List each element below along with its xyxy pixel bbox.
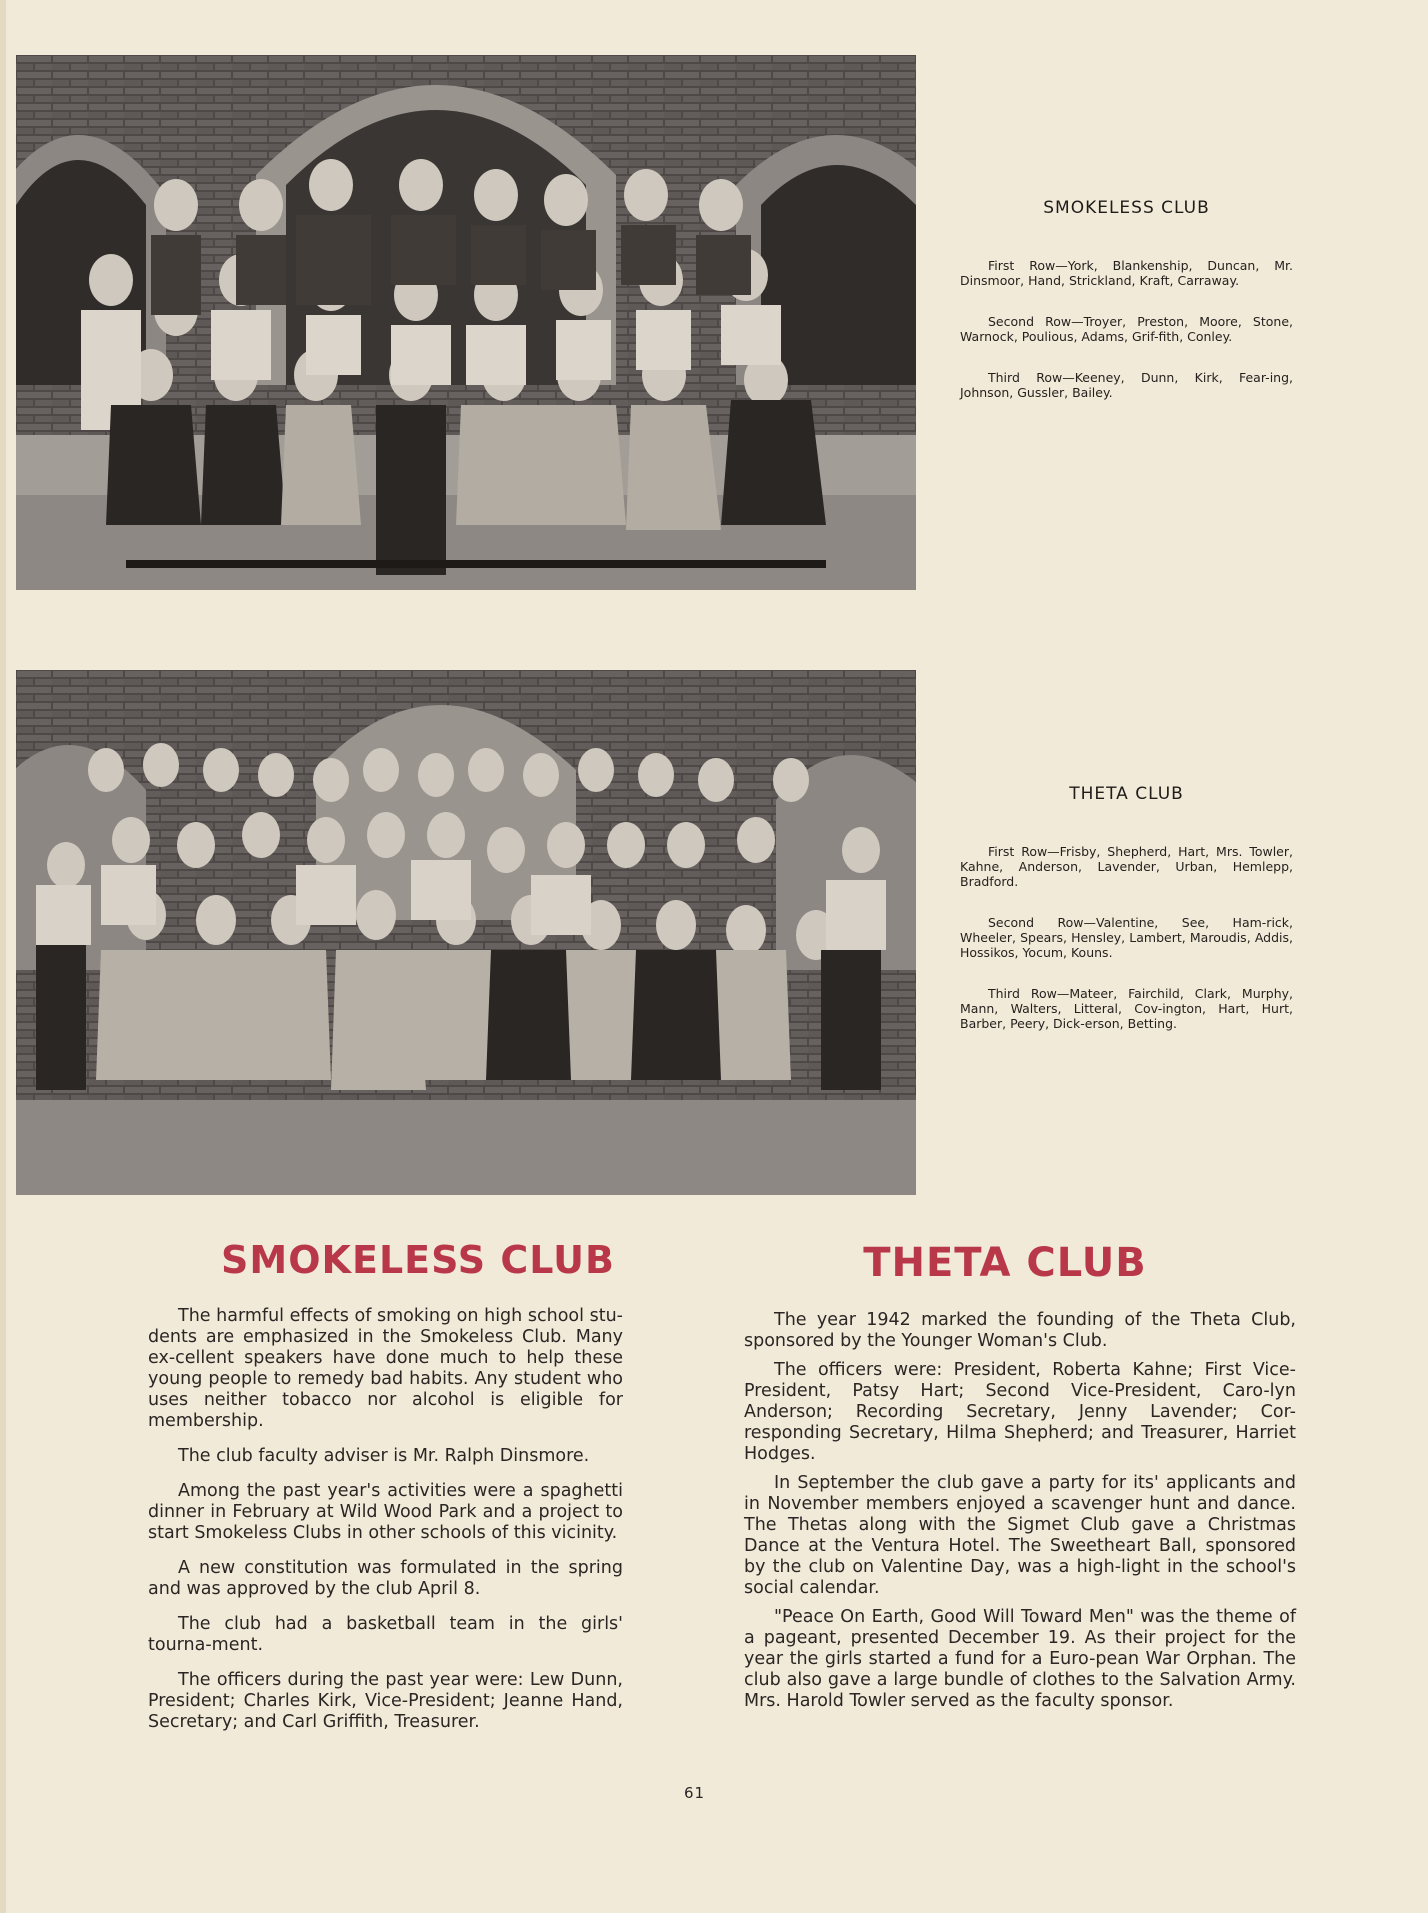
caption-third-row: Third Row—Mateer, Fairchild, Clark, Murphy, Mann, Walters, Litteral, Cov-ington, Hart, Hurt, Barber, Peery, Dick-erson, Betting. (960, 986, 1293, 1031)
smokeless-article (148, 1238, 623, 1747)
theta-article (744, 1240, 1296, 1720)
smokeless-club-photo (16, 55, 916, 590)
caption-second-row: Second Row—Troyer, Preston, Moore, Stone, Warnock, Poulious, Adams, Grif-fith, Conley. (960, 314, 1293, 344)
page-number: 61 (684, 1784, 706, 1802)
caption-first-row: First Row—Frisby, Shepherd, Hart, Mrs. Towler, Kahne, Anderson, Lavender, Urban, Hemlepp, Bradford. (960, 844, 1293, 889)
caption-third-row: Third Row—Keeney, Dunn, Kirk, Fear-ing, Johnson, Gussler, Bailey. (960, 370, 1293, 400)
article-paragraph: The officers were: President, Roberta Kahne; First Vice-President, Patsy Hart; Second Vice-President, Caro-lyn Anderson; Recording Secretary, Jenny Lavender; Cor-responding Secretary, Hilma Shepherd; and Treasurer, Harriet Hodges. (744, 1360, 1296, 1464)
caption-title: THETA CLUB (1069, 784, 1184, 804)
article-paragraph: The officers during the past year were: Lew Dunn, President; Charles Kirk, Vice-President; Jeanne Hand, Secretary; and Carl Griffith, Treasurer. (148, 1670, 623, 1732)
article-paragraph: In September the club gave a party for its' applicants and in November members enjoyed a scavenger hunt and dance. The Thetas along with the Sigmet Club gave a Christmas Dance at the Ventura Hotel. The Sweetheart Ball, sponsored by the club on Valentine Day, was a high-light in the school's social calendar. (744, 1473, 1296, 1598)
smokeless-caption (960, 198, 1293, 426)
article-paragraph: The club faculty adviser is Mr. Ralph Dinsmore. (178, 1446, 590, 1466)
article-paragraph: "Peace On Earth, Good Will Toward Men" was the theme of a pageant, presented December 19. As their project for the year the girls started a fund for a Euro-pean War Orphan. The club also gave a large bundle of clothes to the Salvation Army. Mrs. Harold Towler served as the faculty sponsor. (744, 1607, 1296, 1711)
article-heading: THETA CLUB (863, 1240, 1147, 1286)
theta-caption (960, 784, 1293, 1057)
caption-title: SMOKELESS CLUB (1043, 198, 1210, 218)
caption-second-row: Second Row—Valentine, See, Ham-rick, Wheeler, Spears, Hensley, Lambert, Maroudis, Addis, Hossikos, Yocum, Kouns. (960, 915, 1293, 960)
article-heading: SMOKELESS CLUB (221, 1238, 615, 1282)
article-paragraph: A new constitution was formulated in the spring and was approved by the club April 8. (148, 1558, 623, 1599)
article-paragraph: The year 1942 marked the founding of the Theta Club, sponsored by the Younger Woman's Club. (744, 1310, 1296, 1351)
theta-club-photo (16, 670, 916, 1195)
article-paragraph: The club had a basketball team in the girls' tourna-ment. (148, 1614, 623, 1655)
article-paragraph: The harmful effects of smoking on high school stu-dents are emphasized in the Smokeless Club. Many ex-cellent speakers have done much to help these young people to remedy bad habits. Any student who uses neither tobacco nor alcohol is eligible for membership. (148, 1306, 623, 1431)
page-edge (0, 0, 6, 1913)
article-paragraph: Among the past year's activities were a spaghetti dinner in February at Wild Wood Park and a project to start Smokeless Clubs in other schools of this vicinity. (148, 1481, 623, 1543)
caption-first-row: First Row—York, Blankenship, Duncan, Mr. Dinsmoor, Hand, Strickland, Kraft, Carraway. (960, 258, 1293, 288)
